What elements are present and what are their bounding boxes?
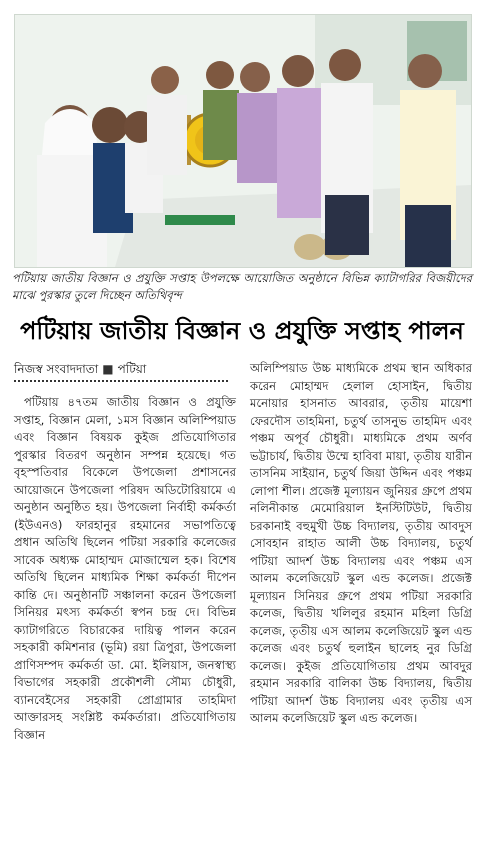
square-bullet-icon: ■: [102, 362, 114, 376]
byline-reporter: নিজস্ব সংবাদদাতা: [14, 362, 99, 376]
photo-caption: পটিয়ায় জাতীয় বিজ্ঞান ও প্রযুক্তি সপ্তাহ উপলক্ষে আয়োজিত অনুষ্ঠানে বিভিন্ন ক্যাটাগরির বিজয়ীদের মাঝে পুরস্কার তুলে দিচ্ছেন অতিথিবৃন্দ: [12, 271, 472, 302]
headline: পটিয়ায় জাতীয় বিজ্ঞান ও প্রযুক্তি সপ্তাহ পালন: [20, 317, 464, 345]
article-column-1: পটিয়ায় ৪৭তম জাতীয় বিজ্ঞান ও প্রযুক্তি সপ্তাহ, বিজ্ঞান মেলা, ১মস বিজ্ঞান অলিম্পিয়াড এবং বিজ্ঞান বিষয়ক কুইজ প্রতিযোগিতার পুরস্কার বিতরণ অনুষ্ঠান সম্পন্ন হয়েছে। গত বৃহস্পতিবার বিকেলে উপজেলা প্রশাসনের আয়োজনে উপজেলা পরিষদ অডিটোরিয়ামে এ অনুষ্ঠান অনুষ্ঠিত হয়। উপজেলা নির্বাহী কর্মকর্তা (ইউএনও) ফারহানুর রহমানের সভাপতিত্বে প্রধান অতিথি ছিলেন পটিয়া সরকারি কলেজের সাবেক অধ্যক্ষ মোহাম্মদ মোজাম্মেল হক। বিশেষ অতিথি ছিলেন মাধ্যমিক শিক্ষা কর্মকর্তা দীপেন কান্তি দে। অনুষ্ঠানটি সঞ্চালনা করেন উপজেলা সিনিয়র মৎস্য কর্মকর্তা স্বপন চন্দ্র দে। বিভিন্ন ক্যাটাগরিতে বিচারকের দায়িত্ব পালন করেন সহকারী কমিশনার (ভূমি) রয়া ত্রিপুরা, উপজেলা প্রাণিসম্পদ কর্মকর্তা ডা. মো. ইলিয়াস, জনস্বাস্থ্য বিভাগের সহকারী প্রকৌশলী সৌম্য চৌধুরী, ব্যানবেইসের সহকারী প্রোগ্রামার তাহমিদা আক্তারসহ সংশ্লিষ্ট কর্মকর্তারা। প্রতিযোগিতায় বিজ্ঞান: [14, 395, 236, 742]
byline-location: পটিয়া: [117, 362, 147, 376]
byline: [14, 360, 234, 378]
byline-divider: [14, 380, 228, 382]
news-photo: [14, 14, 472, 268]
article-column-2: অলিম্পিয়াড উচ্চ মাধ্যমিকে প্রথম স্থান অধিকার করেন মোহাম্মদ হেলাল হোসাইন, দ্বিতীয় মনোয়ার হাসনাত আবরার, তৃতীয় মায়েশা ফেরদৌস তাহমিনা, চতুর্থ তাসনুভ তাহমিদ এবং পঞ্চম অপূর্ব চৌধুরী। মাধ্যমিকে প্রথম অর্ণব ভট্টাচার্য, দ্বিতীয় উম্মে হাবিবা মায়া, তৃতীয় যারীন তাসনিম সাইয়ান, চতুর্থ জিয়া উদ্দিন এবং পঞ্চম লোপা শীল। প্রজেক্ট মূল্যায়ন জুনিয়র গ্রুপে প্রথম নলিনীকান্ত মেমোরিয়াল ইনস্টিটিউট, দ্বিতীয় চরকানাই বহুমুখী উচ্চ বিদ্যালয়, তৃতীয় আবদুস সোবহান রাহাত আলী উচ্চ বিদ্যালয়, চতুর্থ পটিয়া আদর্শ উচ্চ বিদ্যালয় এবং পঞ্চম এস আলম কলেজিয়েট স্কুল এন্ড কলেজ। প্রজেক্ট মূল্যায়ন সিনিয়র গ্রুপে প্রথম পটিয়া সরকারি কলেজ, দ্বিতীয় খলিলুর রহমান মহিলা ডিগ্রি কলেজ, তৃতীয় এস আলম কলেজিয়েট স্কুল এন্ড কলেজ এবং চতুর্থ হুলাইন ছালেহ নুর ডিগ্রি কলেজ। কুইজ প্রতিযোগিতায় প্রথম আবদুর রহমান সরকারি বালিকা উচ্চ বিদ্যালয়, দ্বিতীয় পটিয়া আদর্শ উচ্চ বিদ্যালয় এবং তৃতীয় এস আলম কলেজিয়েট স্কুল এন্ড কলেজ।: [250, 361, 472, 725]
